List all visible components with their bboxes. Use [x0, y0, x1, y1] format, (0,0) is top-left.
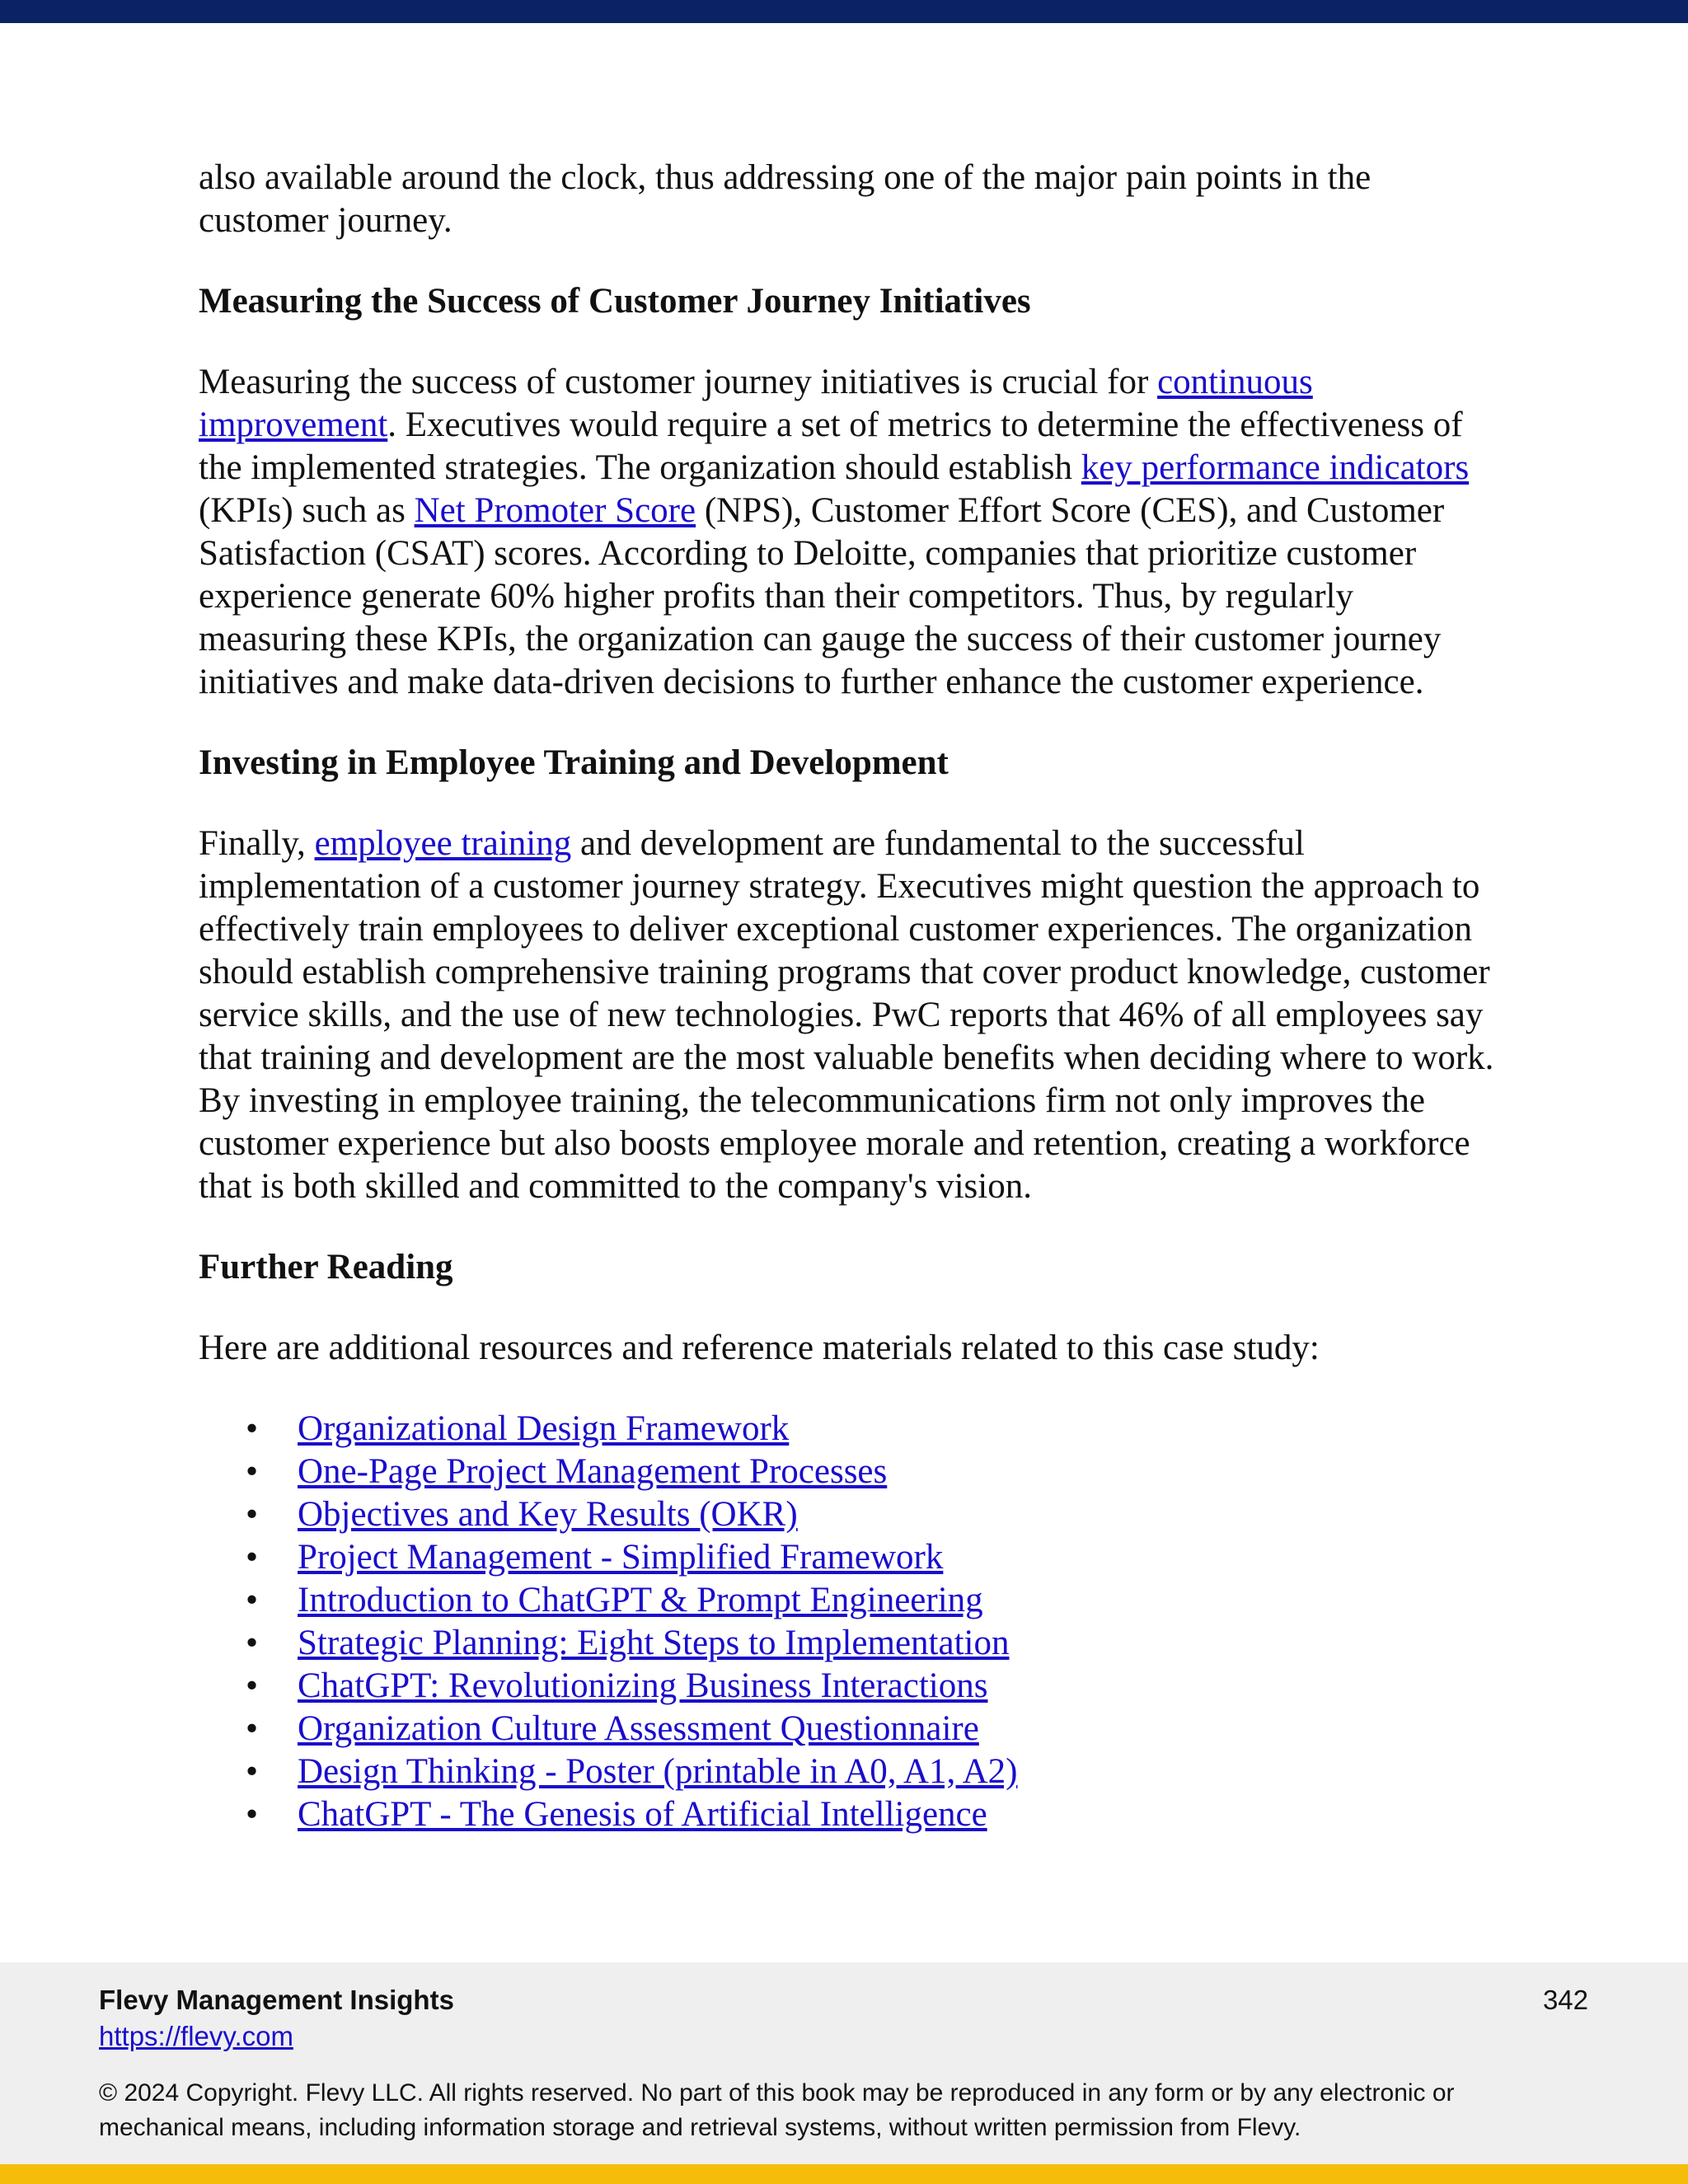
reading-link[interactable]: Objectives and Key Results (OKR)	[298, 1495, 798, 1534]
paragraph-text: (KPIs) such as	[199, 491, 415, 530]
bottom-accent-bar	[0, 2164, 1688, 2184]
copyright-notice: © 2024 Copyright. Flevy LLC. All rights reserved. No part of this book may be reproduced in any form or by any electronic or mechanical means, including information storage and retrieval systems, without written permission from Flevy.	[99, 2079, 1455, 2141]
list-item	[199, 1708, 1501, 1750]
reading-link[interactable]: ChatGPT: Revolutionizing Business Interactions	[298, 1666, 988, 1705]
list-item	[199, 1665, 1501, 1708]
footer-url-link[interactable]: https://flevy.com	[99, 2021, 293, 2051]
paragraph-text: and development are fundamental to the successful implementation of a customer journey strategy. Executives might question the approach to effectively train employees to deliver exceptional customer experiences. The organization should establish comprehensive training programs that cover product knowledge, customer service skills, and the use of new technologies. PwC reports that 46% of all employees say that training and development are the most valuable benefits when deciding where to work. By investing in employee training, the telecommunications firm not only improves the customer experience but also boosts employee morale and retention, creating a workforce that is both skilled and committed to the company's vision.	[199, 824, 1494, 1206]
reading-link[interactable]: Introduction to ChatGPT & Prompt Engineering	[298, 1581, 983, 1619]
list-item	[199, 1579, 1501, 1622]
section-heading-measuring-success: Measuring the Success of Customer Journey Initiatives	[199, 282, 1031, 321]
paragraph-text: (NPS), Customer Effort Score (CES), and Customer Satisfaction (CSAT) scores. According to Deloitte, companies that prioritize customer experience generate 60% higher profits than their competitors. Thus, by regularly measuring these KPIs, the organization can gauge the success of their customer journey initiatives and make data-driven decisions to further enhance the customer experience.	[199, 491, 1445, 701]
list-item	[199, 1793, 1501, 1836]
section-heading-employee-training: Investing in Employee Training and Development	[199, 743, 949, 782]
reading-link[interactable]: Project Management - Simplified Framework	[298, 1538, 944, 1577]
bullet-icon: •	[246, 1709, 259, 1748]
list-item	[199, 1622, 1501, 1665]
link-key-performance-indicators[interactable]: key performance indicators	[1081, 448, 1470, 487]
link-employee-training[interactable]: employee training	[314, 824, 572, 863]
top-accent-bar	[0, 0, 1688, 23]
bullet-icon: •	[246, 1752, 259, 1791]
section-paragraph-measuring-success	[199, 361, 1501, 704]
further-reading-list	[199, 1408, 1501, 1836]
reading-link[interactable]: Design Thinking - Poster (printable in A0, A1, A2)	[298, 1752, 1018, 1791]
section-heading-further-reading: Further Reading	[199, 1248, 453, 1286]
paragraph-text: Measuring the success of customer journey initiatives is crucial for	[199, 363, 1158, 401]
bullet-icon: •	[246, 1624, 259, 1662]
list-item	[199, 1750, 1501, 1793]
bullet-icon: •	[246, 1495, 259, 1534]
link-continuous-improvement[interactable]: continuous improvement	[199, 363, 1313, 444]
list-item	[199, 1451, 1501, 1493]
page-content	[199, 157, 1501, 1836]
list-item	[199, 1493, 1501, 1536]
bullet-icon: •	[246, 1452, 259, 1491]
bullet-icon: •	[246, 1538, 259, 1577]
page-footer	[0, 1962, 1688, 2164]
list-item	[199, 1408, 1501, 1451]
footer-title: Flevy Management Insights	[99, 1985, 454, 2015]
bullet-icon: •	[246, 1581, 259, 1619]
page-number: 342	[1542, 1985, 1588, 2015]
reading-link[interactable]: Strategic Planning: Eight Steps to Implementation	[298, 1624, 1010, 1662]
paragraph-text: Finally,	[199, 824, 315, 863]
paragraph-text: . Executives would require a set of metrics to determine the effectiveness of the implemented strategies. The organization should establish	[199, 405, 1463, 487]
intro-continuation: also available around the clock, thus addressing one of the major pain points in the customer journey.	[199, 158, 1372, 240]
bullet-icon: •	[246, 1409, 259, 1448]
bullet-icon: •	[246, 1795, 259, 1834]
bullet-icon: •	[246, 1666, 259, 1705]
section-paragraph-employee-training	[199, 823, 1501, 1208]
reading-link[interactable]: One-Page Project Management Processes	[298, 1452, 888, 1491]
reading-link[interactable]: ChatGPT - The Genesis of Artificial Intelligence	[298, 1795, 987, 1834]
reading-link[interactable]: Organizational Design Framework	[298, 1409, 790, 1448]
link-net-promoter-score[interactable]: Net Promoter Score	[414, 491, 696, 530]
further-reading-intro: Here are additional resources and reference materials related to this case study:	[199, 1329, 1320, 1367]
reading-link[interactable]: Organization Culture Assessment Questionnaire	[298, 1709, 979, 1748]
list-item	[199, 1536, 1501, 1579]
